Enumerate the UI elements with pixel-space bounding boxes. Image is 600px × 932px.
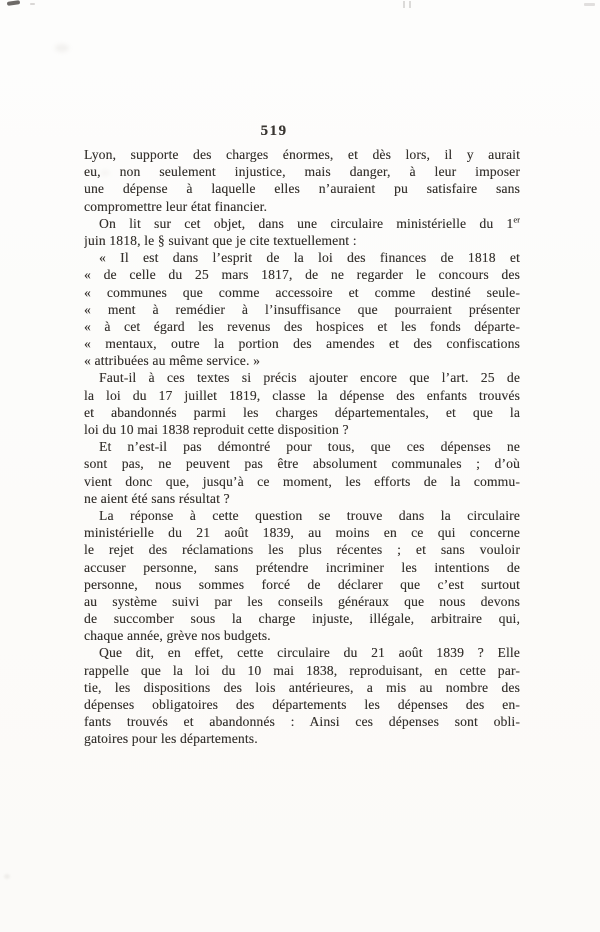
paragraph <box>84 215 520 249</box>
text-line: gatoires pour les départements. <box>84 731 258 747</box>
paragraph <box>84 644 520 747</box>
text-line: loi du 10 mai 1838 reproduit cette disposition ? <box>84 422 349 437</box>
paragraph <box>84 507 520 645</box>
quote-line: « Il est dans l’esprit de la loi des finances de 1818 et <box>99 250 520 266</box>
text-block <box>84 146 520 748</box>
quote-line: « mentaux, outre la portion des amendes et des confiscations <box>84 336 520 352</box>
text-segment: On lit sur cet objet, dans une circulaire ministérielle du 1 <box>99 215 514 231</box>
text-line: Et n’est-il pas démontré pour tous, que ces dépenses ne <box>99 439 520 455</box>
quote-line: « à cet égard les revenus des hospices et les fonds départe- <box>84 318 520 334</box>
superscript-ordinal: er <box>513 214 520 225</box>
page-number: 519 <box>260 123 288 139</box>
text-line: Que dit, en effet, cette circulaire du 21 août 1839 ? Elle <box>99 645 520 661</box>
text-line: chaque année, grève nos budgets. <box>84 628 271 644</box>
paragraph <box>84 438 520 507</box>
text-line: ne aient été sans résultat ? <box>84 490 230 506</box>
quote-line: « attribuées au même service. » <box>84 353 261 369</box>
quote-line: « ment à remédier à l’insuffisance que pourraient présenter <box>84 301 520 317</box>
text-line: ministérielle du 21 août 1839, au moins en ce qui concerne <box>84 525 520 541</box>
ink-mark-top-left <box>7 0 20 6</box>
scan-speck <box>30 3 35 5</box>
text-line: et abandonnés parmi les charges départementales, et que la <box>84 404 520 420</box>
text-line: vient donc que, jusqu’à ce moment, les efforts de la commu- <box>84 473 520 489</box>
text-line: personne, nous sommes forcé de déclarer que c’est surtout <box>84 576 520 592</box>
quote-paragraph <box>84 249 520 369</box>
text-line: tie, les dispositions des lois antérieures, a mis au nombre des <box>84 679 520 695</box>
text-line: une dépense à laquelle elles n’auraient pu satisfaire sans <box>84 181 520 197</box>
quote-line: « de celle du 25 mars 1817, de ne regarder le concours des <box>84 267 520 283</box>
text-line: au système suivi par les conseils généraux que nous devons <box>84 593 520 609</box>
text-line: La réponse à cette question se trouve dans la circulaire <box>99 507 520 523</box>
text-line: le rejet des réclamations les plus récentes ; et sans vouloir <box>84 542 520 558</box>
scan-mark-top-right <box>584 3 595 6</box>
text-line: compromettre leur état financier. <box>84 198 268 214</box>
text-line: rappelle que la loi du 10 mai 1838, reproduisant, en cette par- <box>84 662 520 678</box>
text-line: Faut-il à ces textes si précis ajouter encore que l’art. 25 de <box>99 370 520 386</box>
text-line: juin 1818, le § suivant que je cite textuellement : <box>84 232 357 248</box>
quote-line: « communes que comme accessoire et comme destiné seule- <box>84 284 520 300</box>
text-line <box>84 215 520 232</box>
text-line: la loi du 17 juillet 1819, classe la dépense des enfants trouvés <box>84 387 520 403</box>
text-line: accuser personne, sans prétendre incriminer les intentions de <box>84 559 520 575</box>
paragraph-continuation <box>84 146 520 215</box>
paragraph <box>84 369 520 438</box>
scan-smudge <box>55 44 69 52</box>
text-line: eu, non seulement injustice, mais danger, à leur imposer <box>84 164 520 180</box>
text-line: dépenses obligatoires des départements les dépenses des en- <box>84 697 520 712</box>
text-line: de succomber sous la charge injuste, illégale, arbitraire qui, <box>84 611 520 627</box>
scan-tick <box>403 1 405 8</box>
scan-speck <box>4 874 10 879</box>
text-line: fants trouvés et abandonnés : Ainsi ces dépenses sont obli- <box>84 714 520 730</box>
text-line: Lyon, supporte des charges énormes, et dès lors, il y aurait <box>84 147 520 162</box>
text-line: sont pas, ne peuvent pas être absolument communales ; d’où <box>84 456 520 472</box>
scan-tick <box>409 1 411 8</box>
